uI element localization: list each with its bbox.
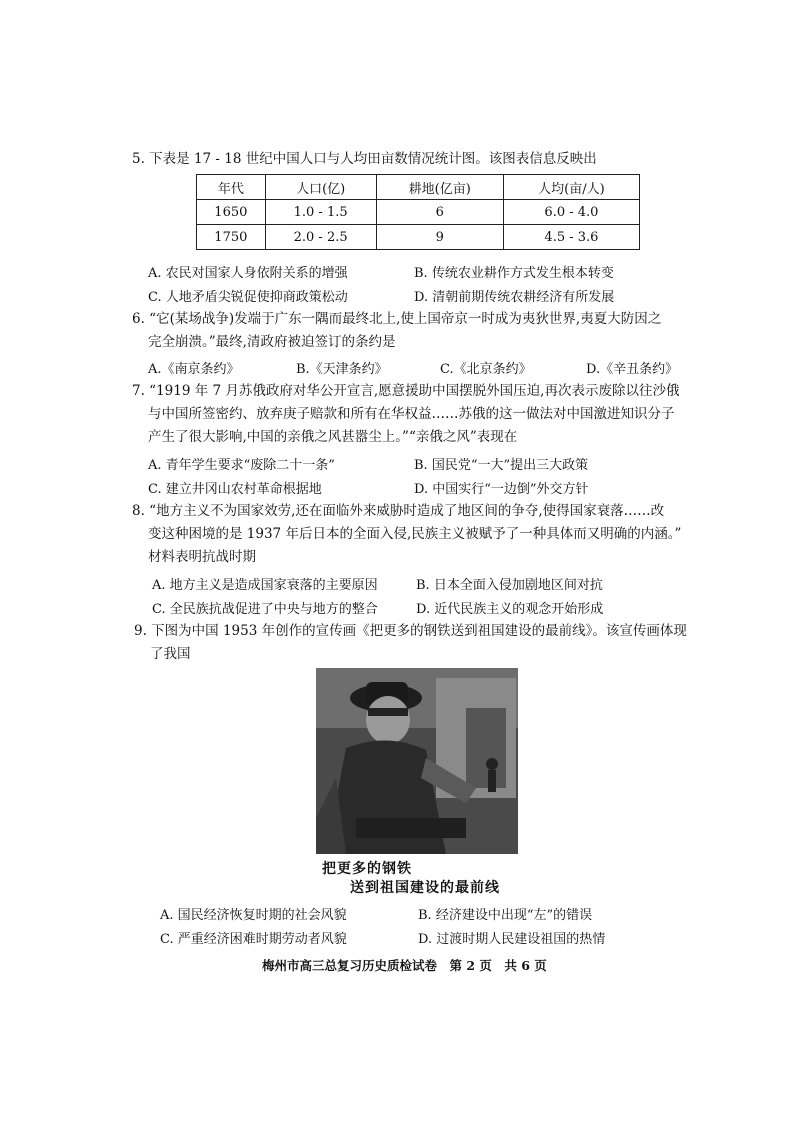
table-header-row [197, 175, 640, 200]
q9-option-b: B. 经济建设中出现“左”的错误 [418, 908, 593, 923]
table-cell: 1.0 - 1.5 [265, 200, 376, 225]
propaganda-poster-image [316, 668, 518, 854]
q6-stem-line2: 完全崩溃。”最终,清政府被迫签订的条约是 [148, 334, 396, 350]
q6-option-a: A.《南京条约》 [148, 362, 240, 377]
q6-stem-line1: 6. “它(某场战争)发端于广东一隅而最终北上,使上国帝京一时成为夷狄世界,夷夏大防因之 [132, 311, 662, 327]
q5-option-b: B. 传统农业耕作方式发生根本转变 [414, 266, 614, 281]
q7-option-c: C. 建立井冈山农村革命根据地 [148, 482, 322, 497]
q8-stem-line1: 8. “地方主义不为国家效劳,还在面临外来威胁时造成了地区间的争夺,使得国家衰落……改 [132, 503, 665, 519]
q9-option-d: D. 过渡时期人民建设祖国的热情 [418, 932, 606, 947]
q7-option-b: B. 国民党“一大”提出三大政策 [414, 458, 589, 473]
table-header-cell: 人口(亿) [265, 175, 376, 200]
population-table [196, 174, 640, 250]
q9-stem-line1: 9. 下图为中国 1953 年创作的宣传画《把更多的钢铁送到祖国建设的最前线》。该宣传画体现 [134, 623, 687, 639]
q9-option-a: A. 国民经济恢复时期的社会风貌 [160, 908, 347, 923]
q5-stem: 5. 下表是 17 - 18 世纪中国人口与人均田亩数情况统计图。该图表信息反映出 [132, 151, 597, 167]
q8-stem-line3: 材料表明抗战时期 [148, 549, 256, 565]
q7-stem-line1: 7. “1919 年 7 月苏俄政府对华公开宣言,愿意援助中国摆脱外国压迫,再次表示废除以往沙俄 [132, 383, 680, 399]
table-cell: 2.0 - 2.5 [265, 225, 376, 250]
q8-option-b: B. 日本全面入侵加剧地区间对抗 [416, 578, 603, 593]
q8-stem-line2: 变这种困境的是 1937 年后日本的全面入侵,民族主义被赋予了一种具体而又明确的内涵。” [148, 526, 682, 542]
q6-option-c: C.《北京条约》 [440, 362, 532, 377]
q6-option-d: D.《辛丑条约》 [586, 362, 679, 377]
q5-option-c: C. 人地矛盾尖锐促使抑商政策松动 [148, 290, 348, 305]
q5-option-d: D. 清朝前期传统农耕经济有所发展 [414, 290, 615, 305]
q5-option-a: A. 农民对国家人身依附关系的增强 [148, 266, 348, 281]
q7-option-d: D. 中国实行“一边倒”外交方针 [414, 482, 589, 497]
q7-stem-line3: 产生了很大影响,中国的亲俄之风甚嚣尘上。”“亲俄之风”表现在 [148, 429, 518, 445]
table-cell: 9 [376, 225, 503, 250]
table-row [197, 200, 640, 225]
steelworker-illustration [316, 668, 518, 854]
q7-option-a: A. 青年学生要求“废除二十一条” [148, 458, 335, 473]
table-header-cell: 耕地(亿亩) [376, 175, 503, 200]
page-footer: 梅州市高三总复习历史质检试卷 第 2 页 共 6 页 [262, 958, 547, 973]
table-cell: 6 [376, 200, 503, 225]
poster-caption-line1: 把更多的钢铁 [322, 861, 412, 877]
table-row [197, 225, 640, 250]
q7-stem-line2: 与中国所签密约、放弃庚子赔款和所有在华权益……苏俄的这一做法对中国激进知识分子 [148, 406, 675, 422]
table-cell: 1650 [197, 200, 266, 225]
q9-option-c: C. 严重经济困难时期劳动者风貌 [160, 932, 347, 947]
table-header-cell: 人均(亩/人) [503, 175, 639, 200]
q8-option-c: C. 全民族抗战促进了中央与地方的整合 [152, 602, 378, 617]
q6-option-b: B.《天津条约》 [296, 362, 388, 377]
q8-option-d: D. 近代民族主义的观念开始形成 [416, 602, 604, 617]
table-cell: 1750 [197, 225, 266, 250]
poster-caption-line2: 送到祖国建设的最前线 [350, 880, 500, 896]
table-cell: 4.5 - 3.6 [503, 225, 639, 250]
q8-option-a: A. 地方主义是造成国家衰落的主要原因 [152, 578, 378, 593]
table-header-cell: 年代 [197, 175, 266, 200]
q9-stem-line2: 了我国 [150, 646, 191, 662]
table-cell: 6.0 - 4.0 [503, 200, 639, 225]
